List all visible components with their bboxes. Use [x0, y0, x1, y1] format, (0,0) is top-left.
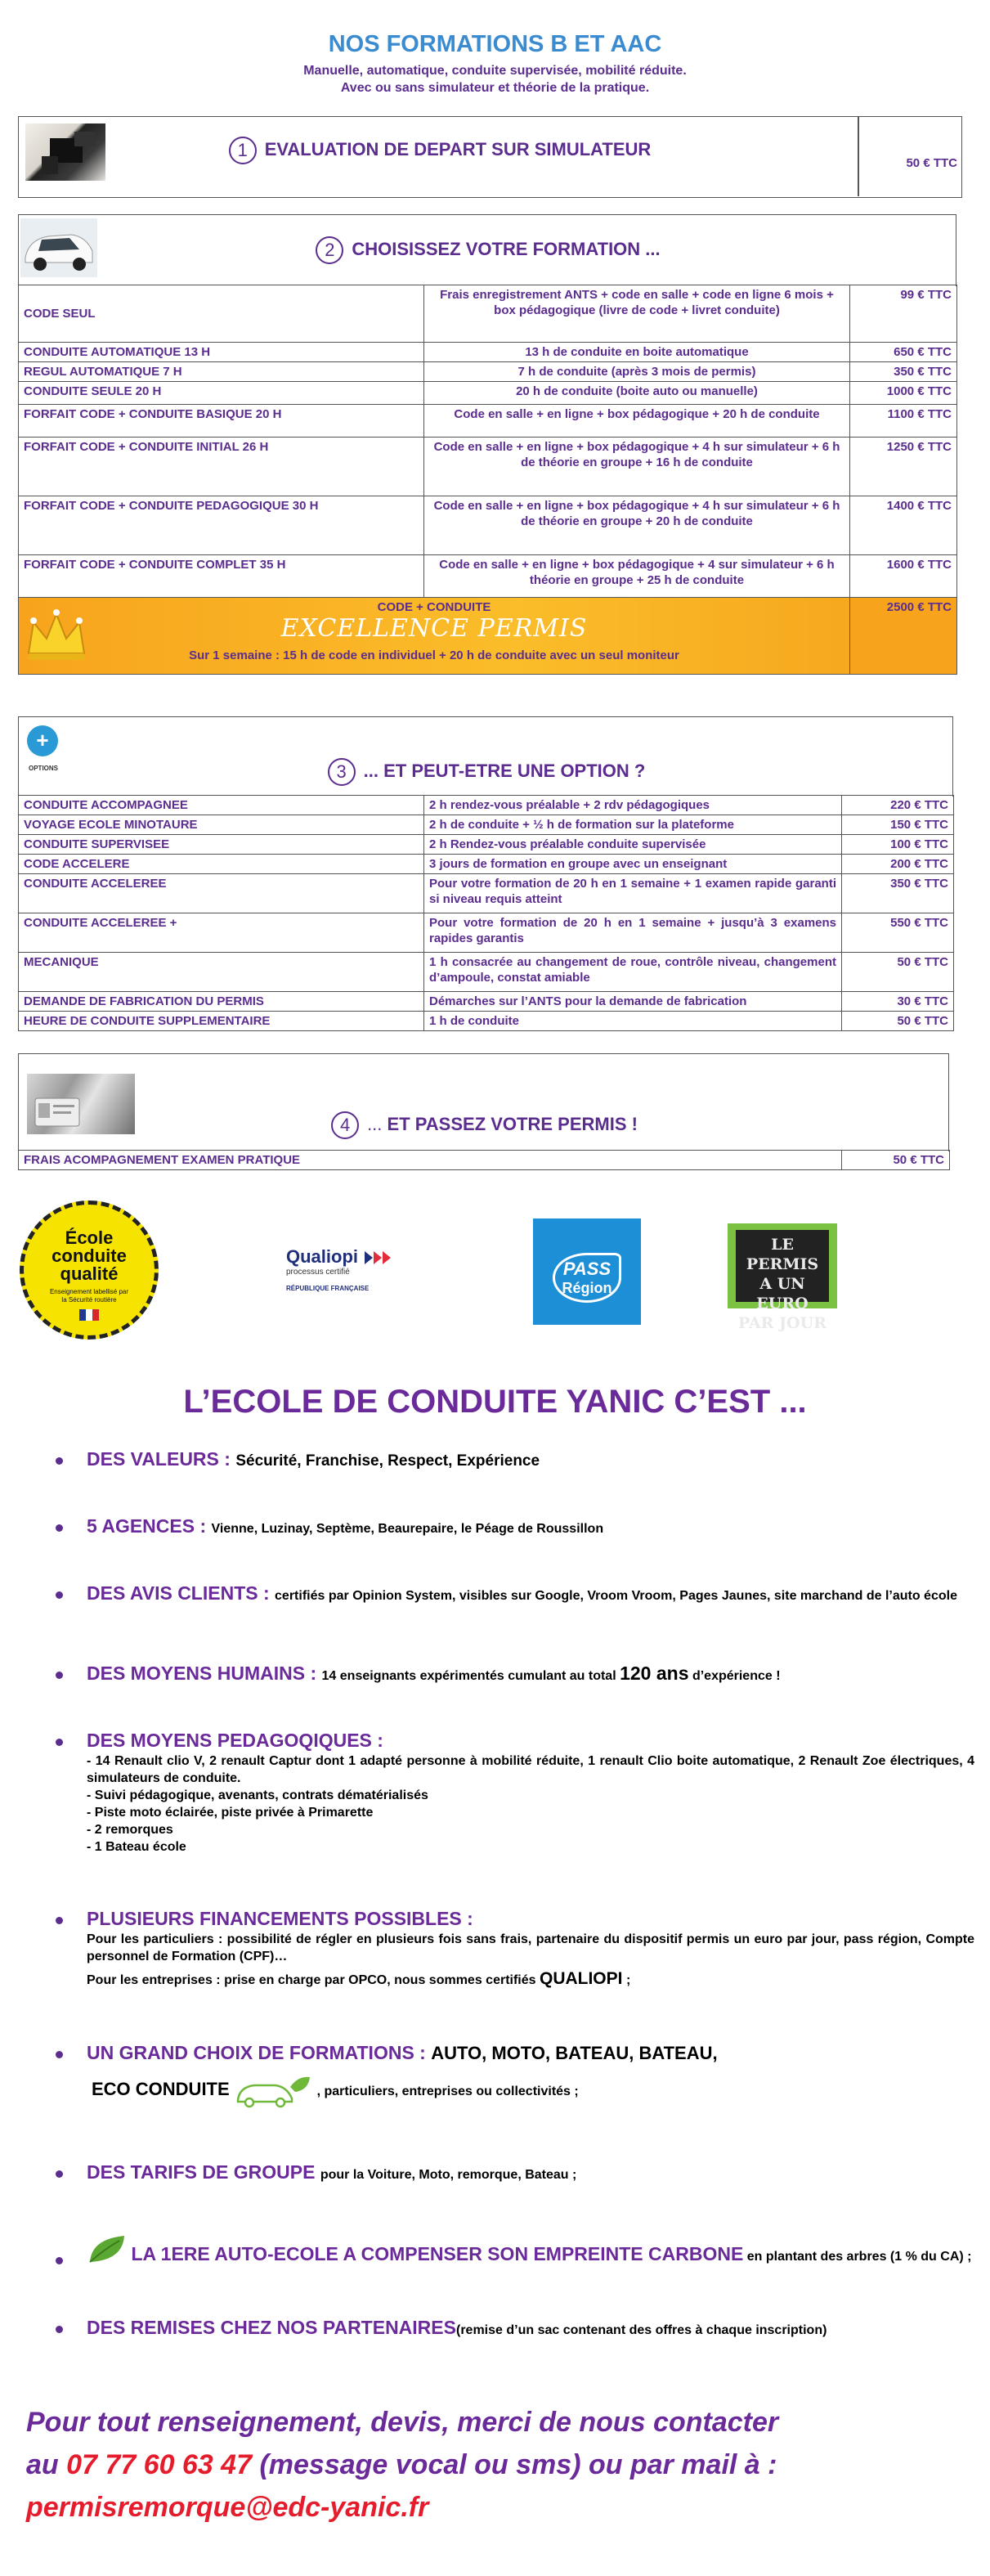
formation-name: REGUL AUTOMATIQUE 7 H [19, 362, 424, 382]
option-name: DEMANDE DE FABRICATION DU PERMIS [19, 992, 424, 1012]
formation-price: 99 € TTC [850, 285, 957, 343]
table-row [19, 285, 957, 343]
table-row [19, 438, 957, 496]
option-name: MECANIQUE [19, 953, 424, 992]
eco-car-icon [233, 2076, 313, 2108]
step2-title: CHOISISSEZ VOTRE FORMATION ... [352, 238, 661, 259]
financements-head: PLUSIEURS FINANCEMENTS POSSIBLES : [87, 1908, 473, 1929]
contact-phone[interactable]: 07 77 60 63 47 [66, 2449, 253, 2480]
tarifs-head: DES TARIFS DE GROUPE [87, 2161, 320, 2183]
step3-number: 3 [328, 758, 356, 786]
avis-head: DES AVIS CLIENTS : [87, 1582, 275, 1604]
exam-row-name: FRAIS ACOMPAGNEMENT EXAMEN PRATIQUE [19, 1151, 842, 1170]
table-row [19, 815, 954, 835]
option-desc: 1 h de conduite [424, 1012, 842, 1031]
ecole-logo-line1: École [65, 1227, 114, 1248]
qualiopi-arrows-icon [363, 1250, 392, 1266]
formation-price: 1100 € TTC [850, 405, 957, 438]
step1-box [18, 116, 962, 198]
pass-logo-line1: PASS [562, 1259, 611, 1279]
table-row [19, 835, 954, 855]
excellence-price: 2500 € TTC [850, 598, 957, 675]
excellence-desc: Sur 1 semaine : 15 h de code en individuel + 20 h de conduite avec un seul moniteur [189, 648, 679, 662]
option-desc: Démarches sur l’ANTS pour la demande de fabrication [424, 992, 842, 1012]
qualiopi-name: Qualiopi [286, 1246, 358, 1267]
pedago-line: - 2 remorques [87, 1823, 173, 1837]
exam-row-price: 50 € TTC [842, 1151, 950, 1170]
list-item-avis [59, 1582, 974, 1604]
choix-eco: ECO CONDUITE [92, 2079, 230, 2100]
table-row [19, 874, 954, 913]
option-name: CODE ACCELERE [19, 855, 424, 874]
qualiopi-sub: processus certifié [286, 1268, 350, 1277]
excellence-label: CODE + CONDUITE [377, 600, 491, 614]
formation-desc: Code en salle + en ligne + box pédagogique + 4 h sur simulateur + 6 h de théorie en groupe + 16 h de conduite [424, 438, 850, 496]
formation-name: FORFAIT CODE + CONDUITE INITIAL 26 H [19, 438, 424, 496]
permis-un-euro-logo [728, 1223, 837, 1332]
formation-price: 650 € TTC [850, 343, 957, 362]
choix-list: AUTO, MOTO, BATEAU, BATEAU, [431, 2043, 718, 2063]
page-subtitle-1: Manuelle, automatique, conduite supervisée, mobilité réduite. [303, 64, 687, 78]
options-icon: + [27, 725, 58, 756]
option-price: 200 € TTC [842, 855, 954, 874]
avis-body: certifiés par Opinion System, visibles sur Google, Vroom Vroom, Pages Jaunes, site marchand de l’auto école [275, 1589, 957, 1603]
choix-head: UN GRAND CHOIX DE FORMATIONS : [87, 2042, 432, 2063]
option-price: 30 € TTC [842, 992, 954, 1012]
ecole-logo-line3: qualité [60, 1263, 119, 1284]
step4-title-dots: ... [367, 1113, 383, 1134]
excellence-row [19, 598, 957, 675]
carbone-body: en plantant des arbres (1 % du CA) ; [743, 2250, 972, 2264]
list-item-tarifs [59, 2161, 974, 2183]
option-desc: 2 h de conduite + ½ h de formation sur la plateforme [424, 815, 842, 835]
step2-box [18, 214, 956, 286]
ecole-conduite-qualite-logo [20, 1200, 159, 1340]
formation-desc: Code en salle + en ligne + box pédagogique + 4 h sur simulateur + 6 h de théorie en groupe + 20 h de conduite [424, 496, 850, 555]
table-row [19, 496, 957, 555]
formation-price: 1250 € TTC [850, 438, 957, 496]
ecole-logo-line4: Enseignement labellisé par la Sécurité routière [49, 1288, 129, 1304]
step3-title-wrap [19, 758, 954, 786]
formation-name: FORFAIT CODE + CONDUITE BASIQUE 20 H [19, 405, 424, 438]
step4-title: ET PASSEZ VOTRE PERMIS ! [382, 1113, 638, 1134]
step3-box [18, 716, 953, 797]
pedago-line: - 14 Renault clio V, 2 renault Captur dont 1 adapté personne à mobilité réduite, 1 renault Clio boite automatique, 2 Renault Zoe électriques, 4 simulateurs de conduite. [87, 1754, 974, 1785]
step1-title: EVALUATION DE DEPART SUR SIMULATEUR [264, 138, 652, 159]
formation-desc: 20 h de conduite (boite auto ou manuelle) [424, 382, 850, 405]
option-desc: Pour votre formation de 20 h en 1 semaine + 1 examen rapide garanti si niveau requis atteint [424, 874, 842, 913]
formation-price: 1400 € TTC [850, 496, 957, 555]
page-title: NOS FORMATIONS B ET AAC [328, 31, 662, 57]
financements-body2c: ; [622, 1973, 631, 1987]
option-price: 220 € TTC [842, 796, 954, 815]
table-row [19, 362, 957, 382]
list-item-humains [59, 1665, 974, 1685]
step1-title-wrap [19, 137, 861, 164]
yanic-title: L’ECOLE DE CONDUITE YANIC C’EST ... [183, 1384, 807, 1420]
formation-name: FORFAIT CODE + CONDUITE COMPLET 35 H [19, 555, 424, 598]
pass-logo-line2: Région [562, 1280, 612, 1296]
option-price: 50 € TTC [842, 1012, 954, 1031]
carbone-head: LA 1ERE AUTO-ECOLE A COMPENSER SON EMPREINTE CARBONE [131, 2243, 744, 2264]
option-price: 550 € TTC [842, 913, 954, 953]
crown-icon [24, 608, 89, 665]
euro-logo-line1: LE PERMIS [746, 1236, 819, 1273]
list-item-financements [59, 1910, 974, 1989]
pedago-line: - 1 Bateau école [87, 1840, 186, 1854]
list-item-carbone [59, 2233, 974, 2265]
table-row [19, 796, 954, 815]
table-row [19, 913, 954, 953]
option-name: CONDUITE ACCELEREE + [19, 913, 424, 953]
contact-line2b: (message vocal ou sms) ou par mail à : [252, 2449, 777, 2480]
agences-body: Vienne, Luzinay, Septème, Beaurepaire, le Péage de Roussillon [211, 1522, 604, 1536]
formation-desc: 7 h de conduite (après 3 mois de permis) [424, 362, 850, 382]
ecole-logo-line2: conduite [52, 1245, 127, 1266]
financements-body2a: Pour les entreprises : prise en charge par OPCO, nous sommes certifiés [87, 1973, 540, 1987]
table-row [19, 953, 954, 992]
table-row [19, 555, 957, 598]
humains-big: 120 ans [620, 1663, 689, 1684]
formation-name: CONDUITE SEULE 20 H [19, 382, 424, 405]
formation-desc: Code en salle + en ligne + box pédagogique + 4 sur simulateur + 6 h théorie en groupe + 25 h de conduite [424, 555, 850, 598]
pedago-head: DES MOYENS PEDAGOQIQUES : [87, 1730, 383, 1751]
excellence-name: EXCELLENCE PERMIS [280, 614, 588, 643]
pedago-line: - Piste moto éclairée, piste privée à Primarette [87, 1806, 374, 1820]
option-name: CONDUITE ACCOMPAGNEE [19, 796, 424, 815]
page-subtitle-2: Avec ou sans simulateur et théorie de la pratique. [340, 81, 650, 95]
financements-body1: Pour les particuliers : possibilité de régler en plusieurs fois sans frais, partenaire du dispositif permis un euro par jour, pass région, Compte personnel de Formation (CPF)… [87, 1932, 974, 1963]
option-name: VOYAGE ECOLE MINOTAURE [19, 815, 424, 835]
valeurs-head: DES VALEURS : [87, 1448, 236, 1470]
step2-title-wrap [19, 236, 957, 264]
table-row [19, 343, 957, 362]
humains-head: DES MOYENS HUMAINS : [87, 1663, 322, 1684]
qualiopi-logo [286, 1246, 409, 1304]
formation-desc: 13 h de conduite en boite automatique [424, 343, 850, 362]
contact-line2a: au [26, 2449, 67, 2480]
list-item-valeurs [59, 1448, 974, 1470]
tarifs-body: pour la Voiture, Moto, remorque, Bateau ; [320, 2168, 577, 2182]
table-row [19, 855, 954, 874]
option-price: 350 € TTC [842, 874, 954, 913]
formation-name: CODE SEUL [19, 285, 424, 343]
pedago-line: - Suivi pédagogique, avenants, contrats dématérialisés [87, 1788, 428, 1802]
step2-number: 2 [316, 236, 343, 264]
list-item-pedago [59, 1732, 974, 1856]
contact-block [26, 2401, 983, 2529]
table-row [19, 1151, 950, 1170]
qualiopi-rep: RÉPUBLIQUE FRANÇAISE [286, 1285, 370, 1292]
french-flag-icon [79, 1309, 99, 1321]
list-item-remises [59, 2319, 974, 2339]
formation-price: 350 € TTC [850, 362, 957, 382]
table-row [19, 992, 954, 1012]
euro-logo-line3: PAR JOUR [738, 1314, 826, 1332]
agences-head: 5 AGENCES : [87, 1515, 212, 1537]
list-item-agences [59, 1515, 974, 1537]
option-price: 150 € TTC [842, 815, 954, 835]
table-row [19, 1012, 954, 1031]
humains-body1: 14 enseignants expérimentés cumulant au total [321, 1669, 620, 1683]
contact-line1: Pour tout renseignement, devis, merci de nous contacter [26, 2407, 779, 2438]
formation-table [18, 285, 957, 675]
option-desc: 2 h Rendez-vous préalable conduite supervisée [424, 835, 842, 855]
formation-price: 1000 € TTC [850, 382, 957, 405]
contact-email[interactable]: permisremorque@edc-yanic.fr [26, 2492, 429, 2523]
option-name: HEURE DE CONDUITE SUPPLEMENTAIRE [19, 1012, 424, 1031]
table-row [19, 382, 957, 405]
step1-number: 1 [229, 137, 257, 164]
remises-body: (remise d’un sac contenant des offres à chaque inscription) [455, 2323, 827, 2337]
financements-body2b: QUALIOPI [539, 1969, 623, 1988]
remises-head: DES REMISES CHEZ NOS PARTENAIRES [87, 2317, 456, 2338]
valeurs-body: Sécurité, Franchise, Respect, Expérience [235, 1452, 540, 1470]
formation-name: CONDUITE AUTOMATIQUE 13 H [19, 343, 424, 362]
options-table [18, 795, 954, 1031]
exam-table [18, 1150, 950, 1170]
formation-name: FORFAIT CODE + CONDUITE PEDAGOGIQUE 30 H [19, 496, 424, 555]
pass-region-logo [533, 1218, 641, 1325]
leaf-icon [87, 2233, 128, 2265]
option-name: CONDUITE SUPERVISEE [19, 835, 424, 855]
euro-logo-line2: A UN EURO [756, 1275, 809, 1313]
formation-price: 1600 € TTC [850, 555, 957, 598]
formation-desc: Code en salle + en ligne + box pédagogique + 20 h de conduite [424, 405, 850, 438]
option-price: 100 € TTC [842, 835, 954, 855]
step4-number: 4 [331, 1111, 359, 1139]
option-desc: 2 h rendez-vous préalable + 2 rdv pédagogiques [424, 796, 842, 815]
option-desc: 1 h consacrée au changement de roue, contrôle niveau, changement d’ampoule, constat amiable [424, 953, 842, 992]
list-item-choix [59, 2044, 974, 2108]
table-row [19, 405, 957, 438]
options-icon-label: OPTIONS [29, 765, 59, 772]
option-price: 50 € TTC [842, 953, 954, 992]
excellence-cell [19, 598, 850, 675]
formation-desc: Frais enregistrement ANTS + code en salle + code en ligne 6 mois + box pédagogique (livre de code + livret conduite) [424, 285, 850, 343]
option-desc: Pour votre formation de 20 h en 1 semaine + jusqu’à 3 examens rapides garantis [424, 913, 842, 953]
option-desc: 3 jours de formation en groupe avec un enseignant [424, 855, 842, 874]
choix-rest: , particuliers, entreprises ou collectivités ; [316, 2085, 579, 2099]
option-name: CONDUITE ACCELEREE [19, 874, 424, 913]
step4-box [18, 1053, 949, 1151]
step1-price: 50 € TTC [906, 156, 957, 170]
step4-title-wrap [19, 1111, 950, 1139]
humains-body2: d’expérience ! [688, 1669, 781, 1683]
step3-title: ... ET PEUT-ETRE UNE OPTION ? [363, 760, 646, 781]
